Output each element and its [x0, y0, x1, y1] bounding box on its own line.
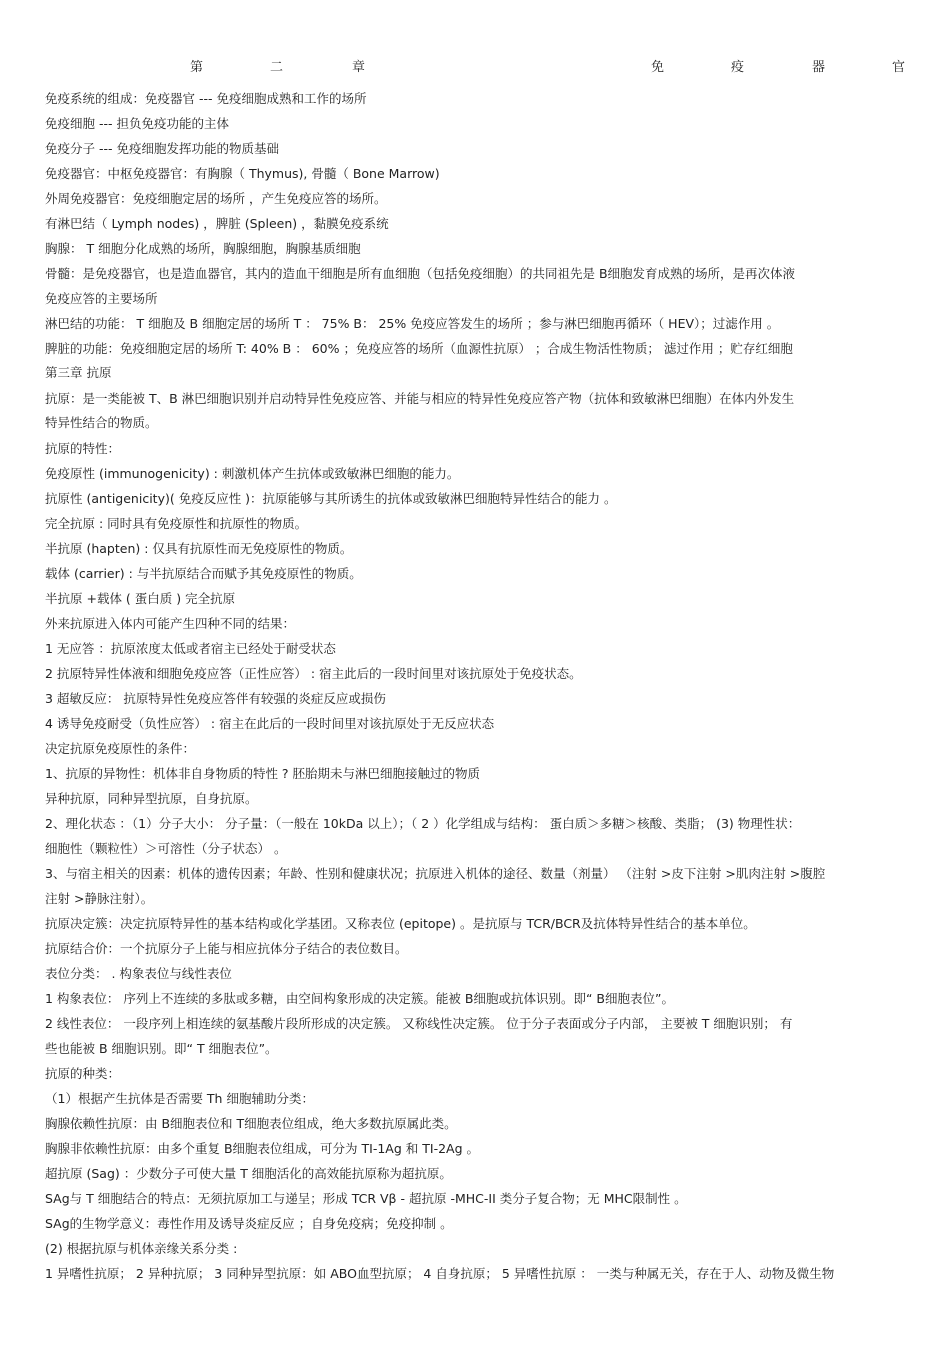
heading-char: 免	[651, 60, 665, 75]
text-line: (2) 根据抗原与机体亲缘关系分类 :	[45, 1241, 238, 1256]
text-line: 半抗原 +载体 ( 蛋白质 ) 完全抗原	[45, 591, 236, 606]
text-line: 免疫系统的组成：免疫器官 --- 免疫细胞成熟和工作的场所	[45, 91, 367, 106]
text-line: 骨髓：是免疫器官，也是造血器官，其内的造血干细胞是所有血细胞（包括免疫细胞）的共同祖先是 B细胞发育成熟的场所，是再次体液	[45, 266, 796, 281]
text-line: 外来抗原进入体内可能产生四种不同的结果：	[45, 616, 296, 631]
text-line: 免疫应答的主要场所	[45, 291, 158, 306]
text-line: 抗原的种类：	[45, 1066, 121, 1081]
text-line: 抗原结合价：一个抗原分子上能与相应抗体分子结合的表位数目。	[45, 941, 408, 956]
text-line: 载体 (carrier) : 与半抗原结合而赋予其免疫原性的物质。	[45, 566, 362, 581]
text-line: 胸腺： T 细胞分化成熟的场所，胸腺细胞，胸腺基质细胞	[45, 241, 361, 256]
text-line: 特异性结合的物质。	[45, 415, 158, 430]
text-line: 注射 >静脉注射）。	[45, 891, 154, 906]
heading-char: 章	[352, 60, 366, 75]
heading-char: 疫	[731, 60, 745, 75]
text-line: 免疫细胞 --- 担负免疫功能的主体	[45, 116, 229, 131]
text-line: 抗原：是一类能被 T、B 淋巴细胞识别并启动特异性免疫应答、并能与相应的特异性免疫应答产物（抗体和致敏淋巴细胞）在体内外发生	[45, 391, 795, 406]
text-line: 些也能被 B 细胞识别。即“ T 细胞表位”。	[45, 1041, 278, 1056]
text-line: 免疫器官：中枢免疫器官：有胸腺（ Thymus), 骨髓（ Bone Marrow)	[45, 166, 440, 181]
text-line: 3、与宿主相关的因素：机体的遗传因素；年龄、性别和健康状况；抗原进入机体的途径、数量（剂量） （注射 >皮下注射 >肌肉注射 >腹腔	[45, 866, 826, 881]
text-line: 1 构象表位： 序列上不连续的多肽或多糖，由空间构象形成的决定簇。能被 B细胞或抗体识别。即“ B细胞表位”。	[45, 991, 674, 1006]
text-line: 免疫分子 --- 免疫细胞发挥功能的物质基础	[45, 141, 279, 156]
text-line: 2 线性表位： 一段序列上相连续的氨基酸片段所形成的决定簇。 又称线性决定簇。 位于分子表面或分子内部， 主要被 T 细胞识别； 有	[45, 1016, 793, 1031]
heading-char: 第	[190, 60, 204, 75]
list-item: 4 诱导免疫耐受（负性应答） : 宿主在此后的一段时间里对该抗原处于无反应状态	[45, 716, 495, 731]
heading-char: 二	[270, 60, 284, 75]
text-line: 有淋巴结（ Lymph nodes) ，脾脏 (Spleen) ，黏膜免疫系统	[45, 216, 389, 231]
text-line: 1 异嗜性抗原； 2 异种抗原； 3 同种异型抗原：如 ABO血型抗原； 4 自身抗原； 5 异嗜性抗原 ： 一类与种属无关，存在于人、动物及微生物	[45, 1266, 835, 1281]
text-line: 淋巴结的功能： T 细胞及 B 细胞定居的场所 T ： 75% B： 25% 免疫应答发生的场所 ；参与淋巴细胞再循环（ HEV）；过滤作用 。	[45, 316, 780, 331]
heading-char: 器	[812, 60, 826, 75]
text-line: 表位分类： . 构象表位与线性表位	[45, 966, 232, 981]
list-item: 2 抗原特异性体液和细胞免疫应答（正性应答） : 宿主此后的一段时间里对该抗原处于免疫状态。	[45, 666, 582, 681]
text-line: 胸腺依赖性抗原：由 B细胞表位和 T细胞表位组成，绝大多数抗原属此类。	[45, 1116, 457, 1131]
text-line: 2、理化状态 ：（1）分子大小： 分子量：（一般在 10kDa 以上）；（ 2 ）化学组成与结构： 蛋白质＞多糖＞核酸、类脂； (3) 物理性状：	[45, 816, 801, 831]
text-line: 外周免疫器官：免疫细胞定居的场所 ，产生免疫应答的场所。	[45, 191, 387, 206]
text-line: 异种抗原，同种异型抗原，自身抗原。	[45, 791, 258, 806]
text-line: SAg的生物学意义：毒性作用及诱导炎症反应 ；自身免疫病；免疫抑制 。	[45, 1216, 453, 1231]
text-line: 抗原性 (antigenicity)( 免疫反应性 )：抗原能够与其所诱生的抗体或致敏淋巴细胞特异性结合的能力 。	[45, 491, 617, 506]
text-line: （1）根据产生抗体是否需要 Th 细胞辅助分类：	[45, 1091, 314, 1106]
text-line: 超抗原 (Sag) ：少数分子可使大量 T 细胞活化的高效能抗原称为超抗原。	[45, 1166, 452, 1181]
heading-char: 官	[892, 60, 906, 75]
text-line: 半抗原 (hapten) : 仅具有抗原性而无免疫原性的物质。	[45, 541, 353, 556]
text-line: SAg与 T 细胞结合的特点：无须抗原加工与递呈；形成 TCR Vβ - 超抗原 -MHC-II 类分子复合物；无 MHC限制性 。	[45, 1191, 687, 1206]
section-heading: 第三章 抗原	[45, 365, 112, 380]
text-line: 完全抗原 : 同时具有免疫原性和抗原性的物质。	[45, 516, 308, 531]
chapter-heading	[0, 58, 950, 78]
list-item: 1 无应答 ：抗原浓度太低或者宿主已经处于耐受状态	[45, 641, 336, 656]
text-line: 抗原的特性：	[45, 441, 121, 456]
list-item: 3 超敏反应： 抗原特异性免疫应答伴有较强的炎症反应或损伤	[45, 691, 386, 706]
text-line: 细胞性（颗粒性）＞可溶性（分子状态） 。	[45, 841, 287, 856]
text-line: 脾脏的功能：免疫细胞定居的场所 T: 40% B ： 60% ；免疫应答的场所（血源性抗原） ；合成生物活性物质； 滤过作用 ；贮存红细胞	[45, 341, 793, 356]
text-line: 免疫原性 (immunogenicity) : 刺激机体产生抗体或致敏淋巴细胞的能力。	[45, 466, 460, 481]
text-line: 胸腺非依赖性抗原：由多个重复 B细胞表位组成，可分为 TI-1Ag 和 TI-2Ag 。	[45, 1141, 479, 1156]
text-line: 1、抗原的异物性：机体非自身物质的特性 ? 胚胎期未与淋巴细胞接触过的物质	[45, 766, 481, 781]
text-line: 决定抗原免疫原性的条件：	[45, 741, 196, 756]
text-line: 抗原决定簇：决定抗原特异性的基本结构或化学基团。又称表位 (epitope) 。是抗原与 TCR/BCR及抗体特异性结合的基本单位。	[45, 916, 756, 931]
